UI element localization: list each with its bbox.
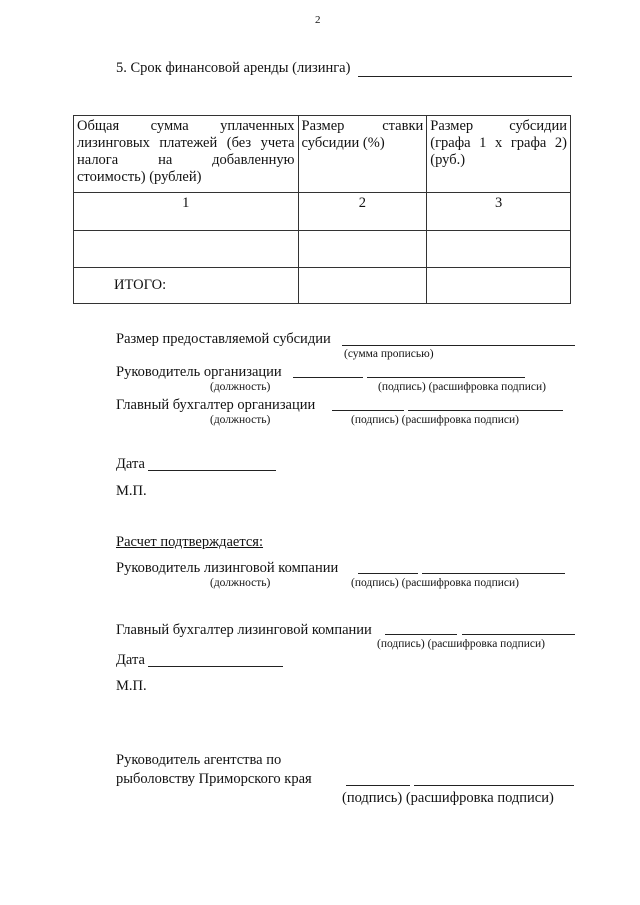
org-accountant-label: Главный бухгалтер организации: [116, 397, 316, 413]
table-data-row: [74, 231, 571, 268]
confirm-label: Расчет подтверждается:: [116, 534, 264, 550]
table-cell[interactable]: [427, 268, 571, 304]
table-cell[interactable]: [74, 231, 299, 268]
leasing-head-position-caption: (должность): [210, 577, 271, 589]
date-label: Дата: [116, 456, 145, 472]
column-number: 3: [427, 193, 571, 231]
leasing-accountant-label: Главный бухгалтер лизинговой компании: [116, 622, 372, 638]
agency-head-position-field[interactable]: [346, 785, 410, 786]
table-cell[interactable]: [298, 268, 427, 304]
leasing-accountant-position-field[interactable]: [385, 634, 457, 635]
table-total-row: [74, 268, 571, 304]
leasing-head-signature-field[interactable]: [422, 573, 565, 574]
leasing-accountant-signature-caption: (подпись) (расшифровка подписи): [377, 638, 546, 650]
agency-head-signature-field[interactable]: [414, 785, 574, 786]
table-number-row: [74, 193, 571, 231]
leasing-head-signature-caption: (подпись) (расшифровка подписи): [351, 577, 520, 589]
org-accountant-position-caption: (должность): [210, 414, 271, 426]
org-head-label: Руководитель организации: [116, 364, 282, 380]
date-field[interactable]: [148, 666, 283, 667]
header-total-payments: Общая сумма уплаченных лизинговых платежей (без учета налога на добавленную стоимость) (рублей): [74, 116, 299, 193]
org-head-signature-field[interactable]: [367, 377, 525, 378]
subsidy-label: Размер предоставляемой субсидии: [116, 331, 331, 347]
date-field[interactable]: [148, 470, 276, 471]
table-cell[interactable]: [298, 231, 427, 268]
subsidy-table: [73, 115, 571, 304]
header-subsidy-amount: Размер субсидии (графа 1 х графа 2) (руб.): [427, 116, 571, 193]
org-accountant-position-field[interactable]: [332, 410, 404, 411]
org-head-position-field[interactable]: [293, 377, 363, 378]
table-header-row: [74, 116, 571, 193]
subsidy-caption: (сумма прописью): [344, 348, 434, 360]
org-accountant-signature-caption: (подпись) (расшифровка подписи): [351, 414, 520, 426]
stamp-label: М.П.: [116, 483, 147, 499]
table-cell[interactable]: [427, 231, 571, 268]
org-head-position-caption: (должность): [210, 381, 271, 393]
agency-head-label-line1: Руководитель агентства по: [116, 752, 282, 768]
leasing-head-position-field[interactable]: [358, 573, 418, 574]
subsidy-field[interactable]: [342, 345, 575, 346]
agency-head-label-line2: рыболовству Приморского края: [116, 771, 312, 787]
column-number: 1: [74, 193, 299, 231]
org-head-signature-caption: (подпись) (расшифровка подписи): [378, 381, 547, 393]
total-label: ИТОГО:: [74, 268, 299, 304]
page-number: 2: [315, 14, 321, 26]
leasing-accountant-signature-field[interactable]: [462, 634, 575, 635]
lease-term-field[interactable]: [358, 76, 572, 77]
date-label: Дата: [116, 652, 145, 668]
stamp-label: М.П.: [116, 678, 147, 694]
org-accountant-signature-field[interactable]: [408, 410, 563, 411]
agency-head-signature-caption: (подпись) (расшифровка подписи): [342, 790, 554, 806]
header-subsidy-rate: Размер ставки субсидии (%): [298, 116, 427, 193]
column-number: 2: [298, 193, 427, 231]
leasing-head-label: Руководитель лизинговой компании: [116, 560, 339, 576]
lease-term-label: 5. Срок финансовой аренды (лизинга): [116, 60, 351, 76]
